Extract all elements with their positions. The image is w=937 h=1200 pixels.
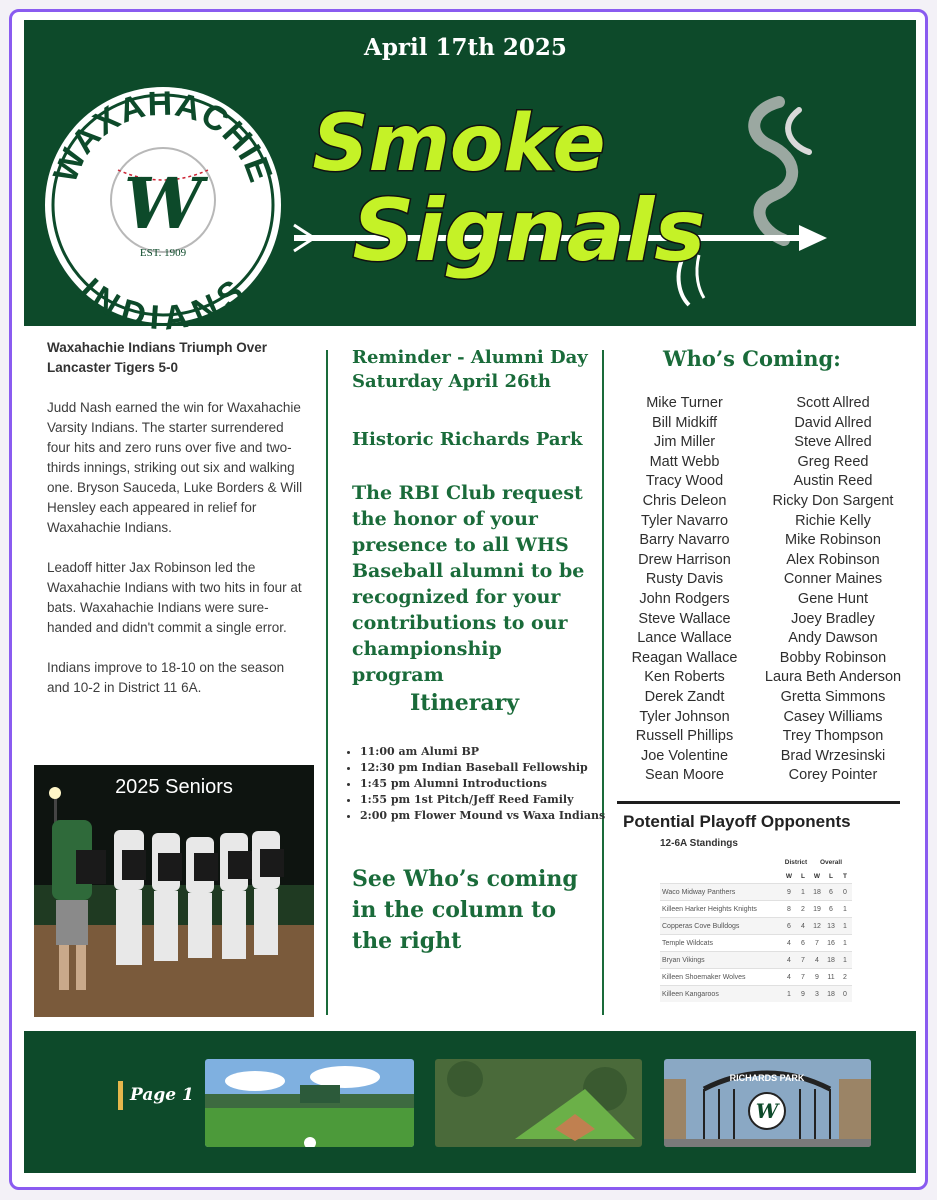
standings-value: 9	[810, 969, 824, 986]
standings-value: 1	[796, 884, 810, 901]
standings-value: 4	[796, 918, 810, 935]
attendee-name: Matt Webb	[649, 453, 720, 470]
standings-value: 18	[810, 884, 824, 901]
rbi-club-invitation: The RBI Club request the honor of your presence to all WHS Baseball alumni to be recognized for your contributions to our championship program	[352, 482, 585, 686]
richards-park-gate-photo	[664, 1059, 871, 1147]
column-divider	[326, 350, 328, 1015]
attendee-name: Brad Wrzesinski	[780, 747, 886, 764]
see-whos-coming: See Who’s coming in the column to the right	[352, 866, 578, 954]
attendee-name: Alex Robinson	[786, 551, 880, 568]
standings-value: 12	[810, 918, 824, 935]
standings-value: 1	[838, 901, 852, 918]
standings-value: 1	[782, 986, 796, 1003]
itinerary-item: • 12:30 pm Indian Baseball Fellowship	[360, 760, 620, 776]
attendee-name: Barry Navarro	[639, 532, 730, 549]
standings-value: 4	[782, 969, 796, 986]
attendee-name: Gene Hunt	[797, 590, 869, 607]
masthead-signals: Signals	[352, 181, 706, 281]
attendee-name: Rusty Davis	[645, 571, 724, 588]
standings-value: 13	[824, 918, 838, 935]
team-name: Killeen Kangaroos	[660, 986, 782, 1003]
standings-column-header: L	[801, 872, 805, 880]
standings-column-header: T	[843, 872, 847, 880]
team-name: Waco Midway Panthers	[660, 884, 782, 901]
standings-value: 7	[810, 935, 824, 952]
itinerary-list	[346, 744, 620, 824]
itinerary-item: • 1:55 pm 1st Pitch/Jeff Reed Family	[360, 792, 620, 808]
standings-row	[660, 969, 852, 986]
attendee-name: Steve Allred	[794, 434, 872, 451]
standings-value: 7	[796, 969, 810, 986]
standings-value: 4	[810, 952, 824, 969]
district-header: District	[784, 858, 808, 866]
logo-w-letter: W	[123, 162, 203, 245]
standings-value: 0	[838, 986, 852, 1003]
event-location: Historic Richards Park	[352, 429, 583, 450]
standings-row	[660, 935, 852, 952]
attendee-name: Lance Wallace	[637, 630, 732, 647]
attendee-name: Gretta Simmons	[780, 688, 886, 705]
standings-value: 16	[824, 935, 838, 952]
gate-logo-letter: W	[755, 1099, 779, 1123]
standings-row	[660, 918, 852, 935]
issue-date: April 17th 2025	[364, 34, 567, 61]
seniors-caption: 2025 Seniors	[115, 776, 233, 798]
logo-est: EST. 1909	[139, 247, 187, 259]
alumni-day-column	[352, 346, 606, 954]
standings-value: 19	[810, 901, 824, 918]
standings-column-header: W	[785, 872, 793, 880]
attendee-name: Richie Kelly	[795, 512, 871, 529]
standings-value: 6	[782, 918, 796, 935]
attendee-name: Russell Phillips	[635, 728, 734, 745]
standings-row	[660, 952, 852, 969]
team-name: Killeen Shoemaker Wolves	[660, 969, 782, 986]
standings-value: 7	[796, 952, 810, 969]
newsletter-header	[24, 20, 916, 330]
standings-value: 6	[824, 884, 838, 901]
attendee-name: Mike Turner	[646, 395, 723, 411]
attendee-name: Tracy Wood	[645, 473, 724, 490]
attendee-name: Trey Thompson	[782, 728, 884, 745]
standings-column-header: W	[813, 872, 821, 880]
attendee-name: Reagan Wallace	[631, 649, 738, 666]
attendee-name: Corey Pointer	[788, 767, 878, 784]
standings-value: 11	[824, 969, 838, 986]
alumni-day-reminder: Reminder - Alumni Day Saturday April 26th	[352, 347, 588, 392]
logo-top-text: WAXAHACHIE	[46, 84, 280, 188]
standings-value: 9	[782, 884, 796, 901]
itinerary-item: • 1:45 pm Alumni Introductions	[360, 776, 620, 792]
standings-value: 2	[838, 969, 852, 986]
attendee-name: Greg Reed	[797, 453, 869, 470]
standings-row	[660, 884, 852, 901]
attendee-name: Mike Robinson	[785, 532, 881, 549]
attendee-name: Joe Volentine	[640, 747, 729, 764]
attendee-name: Ricky Don Sargent	[772, 492, 894, 509]
attendee-name: Andy Dawson	[788, 630, 878, 647]
standings-row	[660, 901, 852, 918]
attendee-name: Bill Midkiff	[652, 414, 717, 431]
itinerary-title: Itinerary	[410, 690, 520, 716]
standings-value: 2	[796, 901, 810, 918]
standings-value: 1	[838, 935, 852, 952]
team-name: Bryan Vikings	[660, 952, 782, 969]
standings-value: 9	[796, 986, 810, 1003]
attendee-name: Chris Deleon	[642, 492, 727, 509]
attendee-name: Joey Bradley	[791, 610, 875, 627]
itinerary-item: • 2:00 pm Flower Mound vs Waxa Indians	[360, 808, 620, 824]
seniors-photo	[34, 765, 314, 1017]
standings-value: 1	[838, 918, 852, 935]
attendee-name: Jim Miller	[653, 434, 716, 451]
masthead-smoke: Smoke	[312, 99, 606, 189]
standings-title: 12-6A Standings	[660, 838, 738, 849]
attendee-name: Tyler Johnson	[639, 708, 730, 725]
standings-table	[660, 838, 852, 1002]
stadium-photo	[205, 1059, 414, 1147]
standings-row	[660, 986, 852, 1003]
attendee-name: Sean Moore	[645, 767, 724, 784]
attendee-list-right	[757, 394, 909, 786]
standings-value: 1	[838, 952, 852, 969]
attendee-name: Ken Roberts	[644, 669, 725, 686]
standings-column-header: L	[829, 872, 833, 880]
standings-value: 18	[824, 986, 838, 1003]
whos-coming-title: Who’s Coming:	[663, 346, 841, 371]
standings-value: 3	[810, 986, 824, 1003]
article-paragraph: Judd Nash earned the win for Waxahachie Varsity Indians. The starter surrendered four hits and zero runs over five and two-thirds innings, striking out six and walking one. Bryson Sauceda, Luke Borders & Will Hensley each appeared in relief for Waxahachie Indians.	[47, 400, 303, 535]
attendee-name: Tyler Navarro	[640, 512, 729, 529]
article-paragraph: Indians improve to 18-10 on the season and 10-2 in District 11 6A.	[47, 660, 285, 695]
attendee-name: Drew Harrison	[638, 551, 731, 568]
attendee-name: Scott Allred	[796, 395, 870, 411]
attendee-name: John Rodgers	[639, 590, 730, 607]
attendee-name: Bobby Robinson	[779, 649, 887, 666]
playoff-opponents-title: Potential Playoff Opponents	[623, 812, 851, 831]
section-divider	[617, 801, 900, 804]
attendee-name: Austin Reed	[793, 473, 873, 490]
attendee-list-left	[612, 394, 757, 786]
column-divider	[602, 350, 604, 1015]
standings-value: 6	[796, 935, 810, 952]
attendee-name: Steve Wallace	[638, 610, 731, 627]
waxahachie-indians-logo	[38, 80, 288, 330]
standings-value: 0	[838, 884, 852, 901]
itinerary-item: • 11:00 am Alumi BP	[360, 744, 620, 760]
smoke-signals-masthead	[279, 90, 839, 320]
attendee-name: Laura Beth Anderson	[764, 669, 902, 686]
attendee-name: Casey Williams	[783, 708, 883, 725]
game-article	[47, 338, 305, 718]
attendee-name: David Allred	[794, 414, 872, 431]
attendee-name: Conner Maines	[783, 571, 883, 588]
article-paragraph: Leadoff hitter Jax Robinson led the Waxahachie Indians with two hits in four at bats. Waxahachie Indians were sure-handed and didn't commit a single error.	[47, 560, 302, 635]
standings-value: 4	[782, 952, 796, 969]
standings-value: 4	[782, 935, 796, 952]
article-title: Waxahachie Indians Triumph Over Lancaster Tigers 5-0	[47, 340, 268, 375]
team-name: Copperas Cove Bulldogs	[660, 918, 782, 935]
page-number: Page 1	[130, 1085, 194, 1105]
team-name: Temple Wildcats	[660, 935, 782, 952]
overall-header: Overall	[819, 858, 843, 866]
attendee-name: Derek Zandt	[644, 688, 725, 705]
aerial-field-photo	[435, 1059, 642, 1147]
standings-value: 18	[824, 952, 838, 969]
standings-value: 8	[782, 901, 796, 918]
standings-value: 6	[824, 901, 838, 918]
team-name: Killeen Harker Heights Knights	[660, 901, 782, 918]
logo-bottom-text: INDIANS	[72, 271, 253, 330]
gate-sign-text: RICHARDS PARK	[729, 1073, 805, 1083]
page-marker	[118, 1081, 123, 1110]
